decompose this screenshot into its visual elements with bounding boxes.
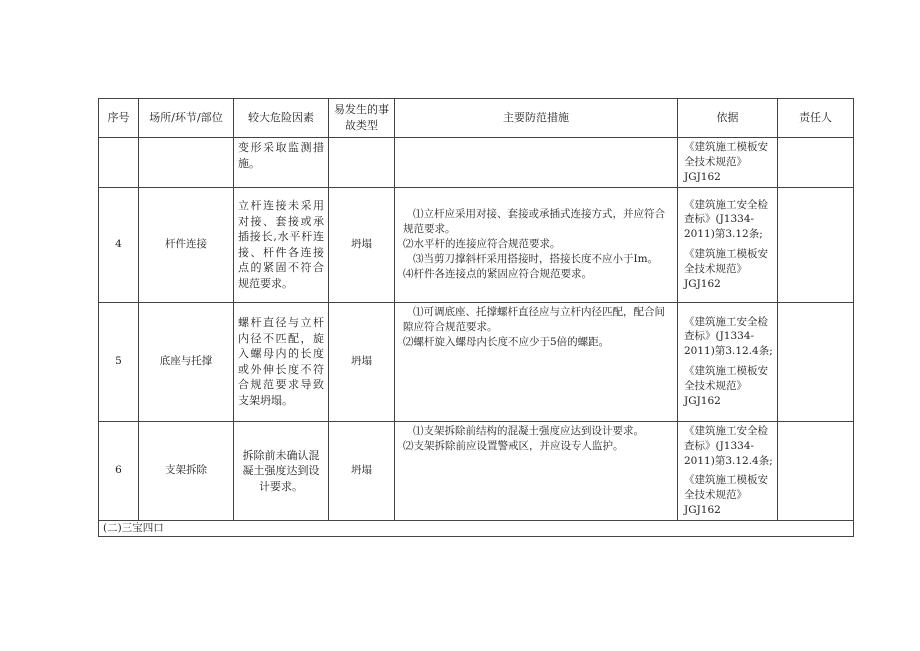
cell-measures xyxy=(395,187,678,302)
basis-item: 《建筑施工安全检查标》(J1334-2011)第3.12条; xyxy=(684,198,768,241)
section-row xyxy=(99,521,854,537)
table-row xyxy=(99,421,854,520)
cell-measures xyxy=(395,302,678,421)
basis-item: 《建筑施工模板安全技术规范》JGJ162 xyxy=(684,248,768,291)
cell-responsible xyxy=(778,138,854,188)
cell-risk: 拆除前未确认混凝土强度达到设计要求。 xyxy=(234,421,329,520)
header-responsible: 责任人 xyxy=(778,99,854,138)
header-accident-type: 易发生的事故类型 xyxy=(329,99,395,138)
cell-basis xyxy=(678,421,778,520)
basis-item: 《建筑施工模板安全技术规范》JGJ162 xyxy=(684,365,768,408)
header-basis: 依据 xyxy=(678,99,778,138)
measure-item: ⑴可调底座、托撑螺杆直径应与立杆内径匹配，配合间隙应符合规范要求。 xyxy=(403,305,665,333)
hazard-table xyxy=(98,98,854,537)
cell-accident-type: 坍塌 xyxy=(329,421,395,520)
cell-responsible xyxy=(778,421,854,520)
cell-risk: 变形采取监测措施。 xyxy=(234,138,329,188)
cell-idx: 5 xyxy=(99,302,139,421)
cell-location xyxy=(139,138,234,188)
cell-accident-type xyxy=(329,138,395,188)
cell-location: 杆件连接 xyxy=(139,187,234,302)
section-title: (二)三宝四口 xyxy=(99,521,854,537)
basis-item: 《建筑施工安全检查标》(J1334-2011)第3.12.4条; xyxy=(684,315,773,358)
cell-risk: 立杆连接未采用对接、套接或承插接长,水平杆连接、杆件各连接点的紧固不符合规范要求。 xyxy=(234,187,329,302)
cell-basis: 《建筑施工模板安全技术规范》JGJ162 xyxy=(678,138,778,188)
cell-location: 底座与托撑 xyxy=(139,302,234,421)
measure-item: ⑶当剪刀撑斜杆采用搭接时，搭接长度不应小于Im。 xyxy=(413,253,659,266)
measure-item: ⑵水平杆的连接应符合规范要求。 xyxy=(403,238,561,251)
table-row xyxy=(99,302,854,421)
measure-item: ⑵支架拆除前应设置警戒区，并应设专人监护。 xyxy=(403,439,624,452)
cell-accident-type: 坍塌 xyxy=(329,187,395,302)
cell-responsible xyxy=(778,302,854,421)
cell-risk: 螺杆直径与立杆内径不匹配，旋入螺母内的长度或外伸长度不符合规范要求导致支架坍塌。 xyxy=(234,302,329,421)
cell-measures xyxy=(395,421,678,520)
cell-idx: 4 xyxy=(99,187,139,302)
header-measures: 主要防范措施 xyxy=(395,99,678,138)
header-location: 场所/环节/部位 xyxy=(139,99,234,138)
basis-item: 《建筑施工安全检查标》(J1334-2011)第3.12.4条; xyxy=(684,424,773,467)
cell-basis xyxy=(678,302,778,421)
cell-location: 支架拆除 xyxy=(139,421,234,520)
header-row xyxy=(99,99,854,138)
measure-item: ⑵螺杆旋入螺母内长度不应少于5倍的螺距。 xyxy=(403,335,610,348)
header-risk: 较大危险因素 xyxy=(234,99,329,138)
cell-idx: 6 xyxy=(99,421,139,520)
cell-idx xyxy=(99,138,139,188)
table-row-continued xyxy=(99,138,854,188)
header-idx: 序号 xyxy=(99,99,139,138)
measure-item: ⑴支架拆除前结构的混凝土强度应达到设计要求。 xyxy=(413,424,644,437)
cell-accident-type: 坍塌 xyxy=(329,302,395,421)
measure-item: ⑷杆件各连接点的紧固应符合规范要求。 xyxy=(403,268,592,281)
measure-item: ⑴立杆应采用对接、套接或承插式连接方式，并应符合规范要求。 xyxy=(403,208,665,236)
table-row xyxy=(99,187,854,302)
cell-responsible xyxy=(778,187,854,302)
cell-measures xyxy=(395,138,678,188)
cell-basis xyxy=(678,187,778,302)
basis-item: 《建筑施工模板安全技术规范》JGJ162 xyxy=(684,474,768,517)
